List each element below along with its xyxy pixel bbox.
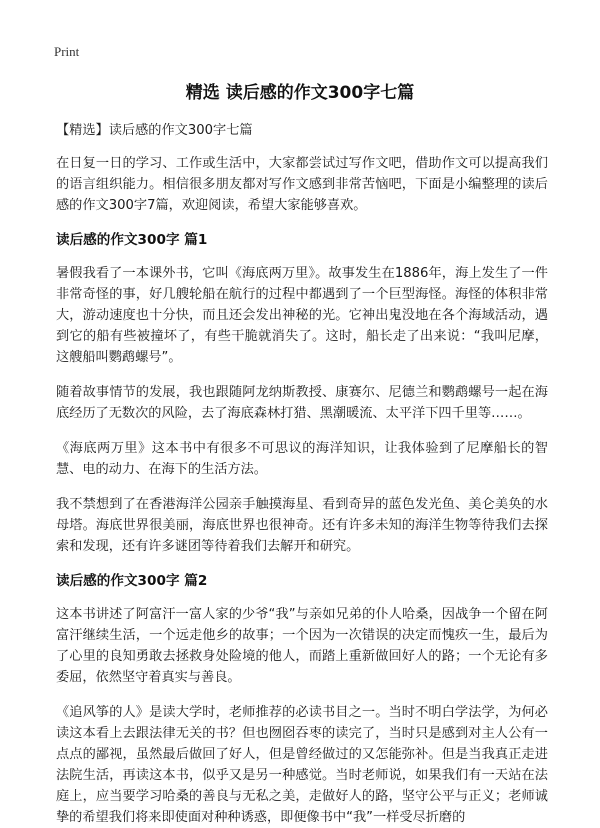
paragraph: 我不禁想到了在香港海洋公园亲手触摸海星、看到奇异的蓝色发光鱼、美仑美奂的水母塔。海底世界很美丽，海底世界也很神奇。还有许多未知的海洋生物等待我们去探索和发现，还有许多谜团等待着我们去解开和研究。 — [56, 497, 548, 554]
paragraph: 《追风筝的人》是读大学时，老师推荐的必读书目之一。当时不明白学法学，为何必读这本看上去跟法律无关的书？但也囫囵吞枣的读完了，当时只是感到对主人公有一点点的鄙视，虽然最后做回了好人，但是曾经做过的又怎能弥补。但是当我真正走进法院生活，再读这本书，似乎又是另一种感觉。当时老师说，如果我们有一天站在法庭上，应当要学习哈桑的善良与无私之美，走做好人的路，坚守公平与正义；老师诚挚的希望我们将来即使面对种种诱惑，即便像书中“我”一样受尽折磨的 — [56, 705, 548, 825]
paragraph: 《海底两万里》这本书中有很多不可思议的海洋知识，让我体验到了尼摩船长的智慧、电的动力、在海下的生活方法。 — [56, 441, 548, 477]
intro-paragraph: 在日复一日的学习、工作或生活中，大家都尝试过写作文吧，借助作文可以提高我们的语言组织能力。相信很多朋友都对写作文感到非常苦恼吧，下面是小编整理的读后感的作文300字7篇，欢迎阅读，希望大家能够喜欢。 — [56, 156, 548, 213]
section-heading: 读后感的作文300字 篇2 — [56, 573, 208, 589]
intro-line: 【精选】读后感的作文300字七篇 — [56, 123, 253, 138]
document-title: 精选 读后感的作文300字七篇 — [185, 83, 415, 103]
paragraph: 这本书讲述了阿富汗一富人家的少爷“我”与亲如兄弟的仆人哈桑，因战争一个留在阿富汗继续生活，一个远走他乡的故事；一个因为一次错误的决定而愧疚一生，最后为了心里的良知勇敢去拯救身处险境的他人，而踏上重新做回好人的路；一个无论有多委屈，依然坚守着真实与善良。 — [56, 607, 548, 685]
print-link[interactable]: Print — [54, 44, 80, 59]
section-heading: 读后感的作文300字 篇1 — [56, 232, 208, 248]
paragraph: 随着故事情节的发展，我也跟随阿龙纳斯教授、康赛尔、尼德兰和鹦鹉螺号一起在海底经历了无数次的风险，去了海底森林打猎、黑潮暖流、太平洋下四千里等……。 — [56, 385, 548, 421]
paragraph: 暑假我看了一本课外书，它叫《海底两万里》。故事发生在1886年，海上发生了一件非常奇怪的事，好几艘轮船在航行的过程中都遇到了一个巨型海怪。海怪的体积非常大，游动速度也十分快，而且还会发出神秘的光。它神出鬼没地在各个海域活动，遇到它的船有些被撞坏了，有些干脆就消失了。这时，船长走了出来说：“我叫尼摩，这艘船叫鹦鹉螺号”。 — [56, 266, 548, 365]
document-body — [56, 120, 548, 828]
